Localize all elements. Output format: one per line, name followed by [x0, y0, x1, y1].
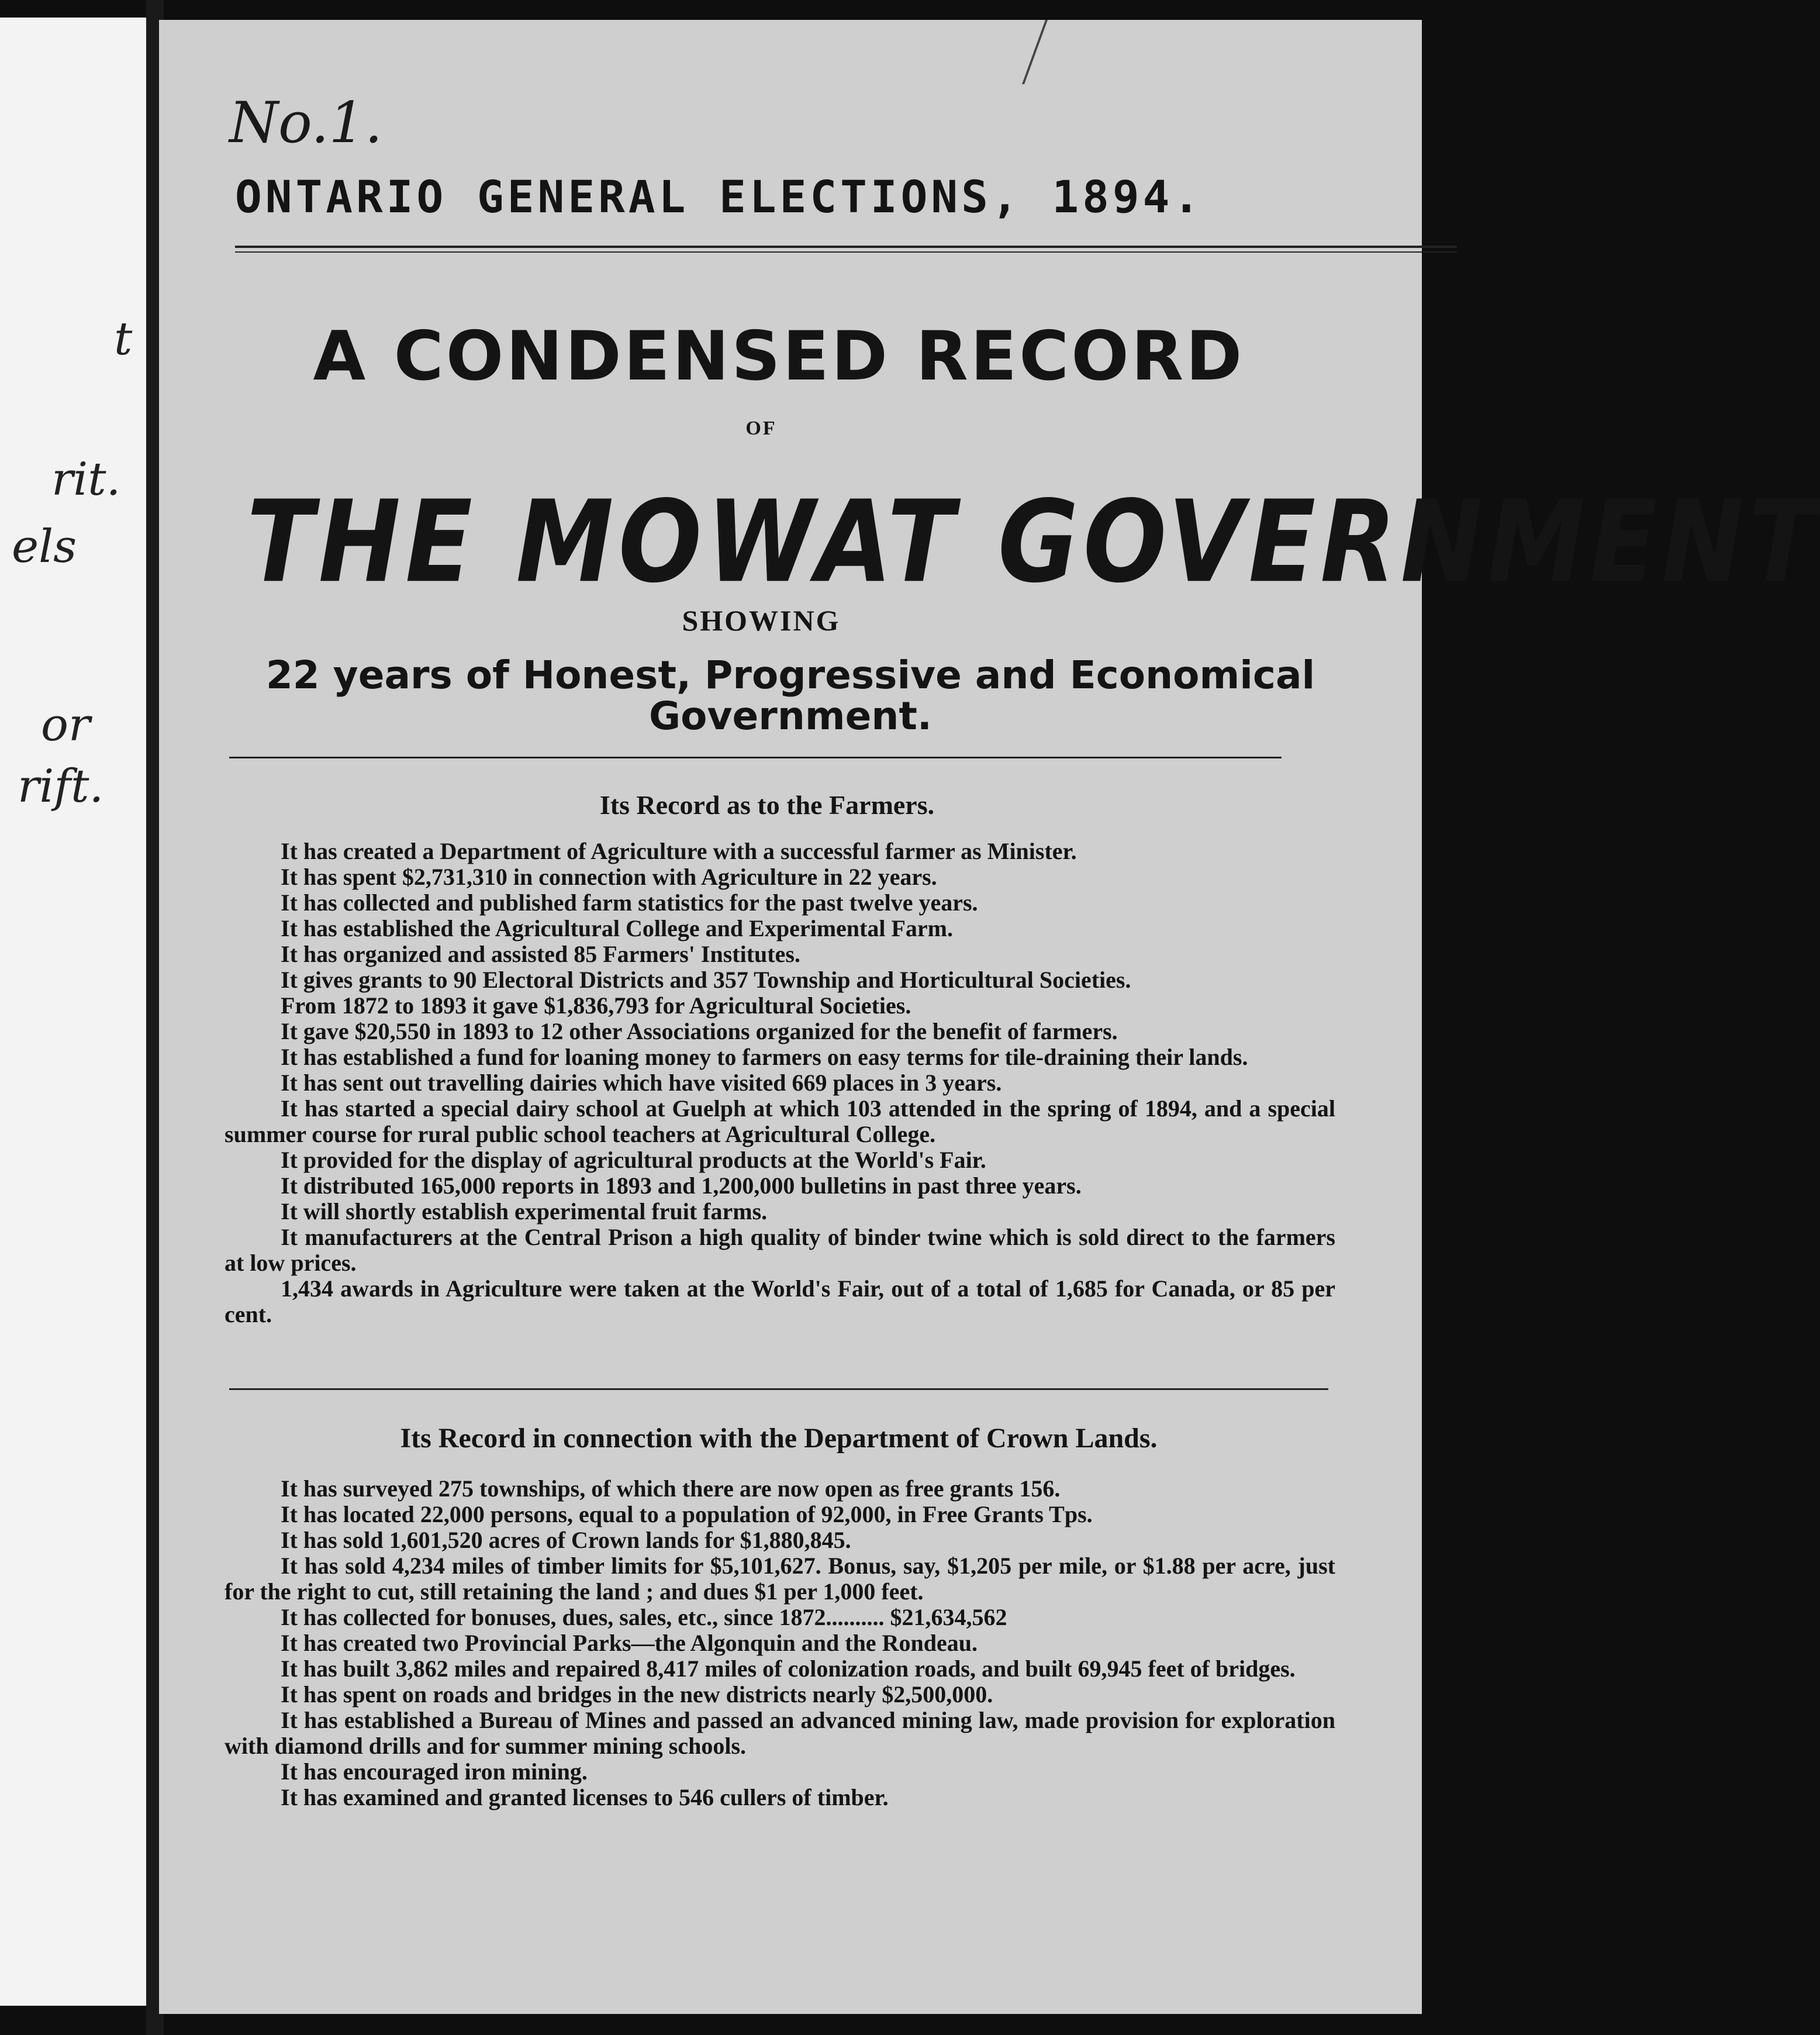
list-item: It has sold 1,601,520 acres of Crown lands for $1,880,845. — [281, 1527, 851, 1553]
list-item: It has collected and published farm statistics for the past twelve years. — [281, 889, 978, 916]
facing-page-fragment: els — [12, 520, 77, 573]
list-item: It has examined and granted licenses to 546 cullers of timber. — [281, 1784, 889, 1810]
showing-word: SHOWING — [682, 604, 841, 637]
list-item: It has created a Department of Agriculture with a successful farmer as Minister. — [281, 838, 1077, 864]
government-title: THE MOWAT GOVERNMENT — [247, 476, 1820, 608]
double-rule — [235, 246, 1457, 253]
list-item: It distributed 165,000 reports in 1893 and 1,200,000 bulletins in past three years. — [281, 1172, 1082, 1199]
election-title: ONTARIO GENERAL ELECTIONS, 1894. — [235, 171, 1204, 223]
list-item: It has built 3,862 miles and repaired 8,417 miles of colonization roads, and built 69,945 feet of bridges. — [281, 1655, 1296, 1682]
main-heading: A CONDENSED RECORD — [313, 317, 1245, 396]
crown-lands-record-list — [225, 1476, 1335, 1810]
list-item: It provided for the display of agricultural products at the World's Fair. — [281, 1147, 986, 1173]
list-item: It has spent on roads and bridges in the new districts nearly $2,500,000. — [281, 1681, 993, 1708]
list-item: It has established a fund for loaning money to farmers on easy terms for tile-draining their lands. — [281, 1044, 1248, 1070]
list-item: It will shortly establish experimental fruit farms. — [281, 1198, 768, 1225]
list-item: It has spent $2,731,310 in connection with Agriculture in 22 years. — [281, 864, 937, 890]
torn-corner — [1022, 20, 1141, 84]
list-item: From 1872 to 1893 it gave $1,836,793 for Agricultural Societies. — [281, 992, 911, 1019]
list-item: It has encouraged iron mining. — [281, 1758, 588, 1785]
document-sheet — [159, 20, 1820, 2014]
tagline: 22 years of Honest, Progressive and Economical Government. — [265, 653, 1315, 739]
crown-lands-heading: Its Record in connection with the Department of Crown Lands. — [400, 1423, 1158, 1454]
section-divider — [229, 757, 1282, 758]
list-item: It has collected for bonuses, dues, sales, etc., since 1872.......... $21,634,562 — [281, 1604, 1007, 1630]
facing-page — [0, 18, 146, 2006]
list-item: It has sold 4,234 miles of timber limits for $5,101,627. Bonus, say, $1,205 per mile, or $1.88 per acre, just for the right to cut, still retaining the land ; and dues $1 per 1,000 feet. — [225, 1553, 1335, 1605]
list-item: It has established a Bureau of Mines and passed an advanced mining law, made provision for exploration with diamond drills and for summer mining schools. — [225, 1707, 1335, 1759]
facing-page-fragment: rit. — [51, 453, 121, 506]
list-item: It has surveyed 275 townships, of which there are now open as free grants 156. — [281, 1475, 1061, 1502]
list-item: It gave $20,550 in 1893 to 12 other Associations organized for the benefit of farmers. — [281, 1018, 1118, 1044]
list-item: It gives grants to 90 Electoral Districts and 357 Township and Horticultural Societies. — [281, 967, 1131, 993]
list-item: 1,434 awards in Agriculture were taken at the World's Fair, out of a total of 1,685 for Canada, or 85 per cent. — [225, 1275, 1335, 1327]
list-item: It has organized and assisted 85 Farmers' Institutes. — [281, 941, 800, 967]
handwritten-note: No.1. — [229, 90, 383, 156]
facing-page-fragment: or — [41, 699, 91, 751]
section-divider — [229, 1388, 1328, 1390]
list-item: It has sent out travelling dairies which have visited 669 places in 3 years. — [281, 1070, 1002, 1096]
of-word: OF — [745, 418, 777, 439]
list-item: It has created two Provincial Parks—the Algonquin and the Rondeau. — [281, 1630, 978, 1656]
list-item: It has started a special dairy school at Guelph at which 103 attended in the spring of 1894, and a special summer course for rural public school teachers at Agricultural College. — [225, 1095, 1335, 1147]
farmers-record-list — [225, 839, 1335, 1327]
facing-page-fragment: t — [114, 313, 133, 365]
list-item: It manufacturers at the Central Prison a high quality of binder twine which is sold direct to the farmers at low prices. — [225, 1224, 1335, 1276]
list-item: It has established the Agricultural College and Experimental Farm. — [281, 915, 953, 941]
list-item: It has located 22,000 persons, equal to a population of 92,000, in Free Grants Tps. — [281, 1501, 1093, 1527]
facing-page-fragment: rift. — [18, 760, 104, 813]
farmers-heading: Its Record as to the Farmers. — [599, 790, 935, 820]
